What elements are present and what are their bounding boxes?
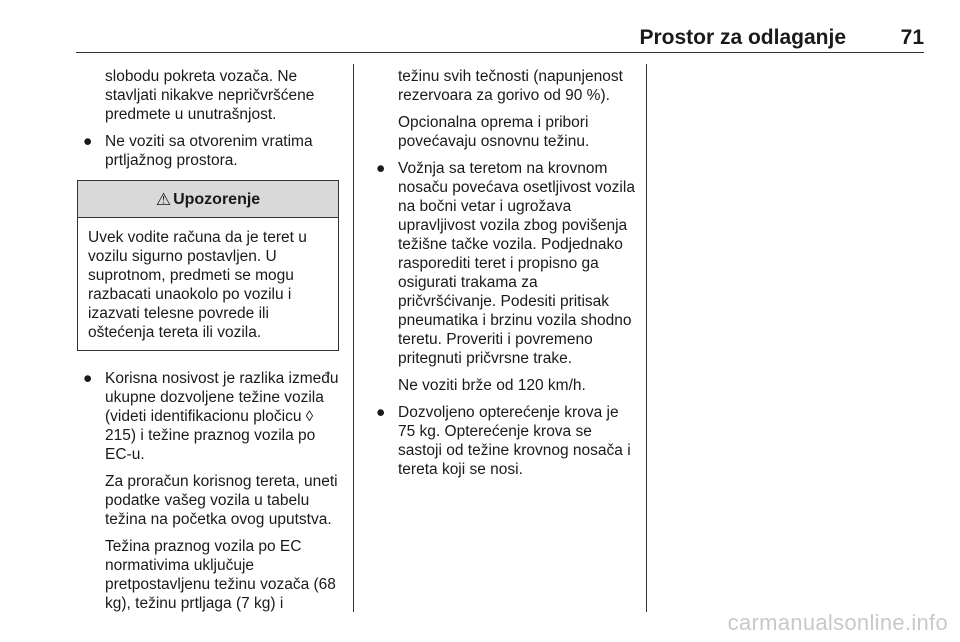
paragraph: Ne voziti brže od 120 km/h. bbox=[398, 377, 586, 394]
page-header bbox=[76, 26, 924, 52]
watermark: carmanualsonline.info bbox=[727, 610, 948, 635]
page-reference-icon: ◊ bbox=[305, 408, 314, 425]
page-reference-link[interactable]: 215 bbox=[105, 427, 131, 444]
page-title: Prostor za odlaganje bbox=[639, 26, 846, 49]
header-rule bbox=[76, 52, 924, 53]
bullet-icon: ● bbox=[83, 370, 93, 387]
warning-box bbox=[77, 180, 339, 351]
list-item-text: Vožnja sa teretom na krovnom nosaču povećava osetljivost vozila na bočni vetar i ugrožava upravljivost vozila zbog povišenja težišne tačke vozila. Podjednako rasporediti teret i propisno ga osigurati trakama za pričvršćivanje. Podesiti pritisak pneumatika i brzinu vozila shodno teretu. Proveriti i povremeno pritegnuti pričvrsne trake. bbox=[398, 160, 635, 367]
warning-triangle-icon: ⚠ bbox=[155, 189, 172, 209]
warning-header bbox=[78, 181, 338, 218]
list-item bbox=[77, 132, 339, 170]
list-item bbox=[370, 403, 638, 479]
left-column bbox=[77, 67, 339, 621]
continued-text: težinu svih tečnosti (napunjenost rezervoara za gorivo od 90 %). bbox=[398, 68, 623, 104]
list-item-text: Ne voziti sa otvorenim vratima prtljažnog prostora. bbox=[105, 133, 313, 169]
list-item bbox=[370, 159, 638, 368]
continued-text: slobodu pokreta vozača. Ne stavljati nikakve nepričvršćene predmete u unutrašnjost. bbox=[105, 68, 315, 123]
paragraph: Opcionalna oprema i pribori povećavaju osnovnu težinu. bbox=[398, 114, 590, 150]
column-divider-left bbox=[353, 64, 354, 612]
paragraph: Za proračun korisnog tereta, uneti podatke vašeg vozila u tabelu težina na početka ovog uputstva. bbox=[105, 473, 338, 528]
warning-text: Uvek vodite računa da je teret u vozilu sigurno postavljen. U suprotnom, predmeti se mogu razbacati unaokolo po vozilu i izazvati telesne povrede ili oštećenja tereta ili vozila. bbox=[88, 229, 307, 341]
list-item-text: Dozvoljeno opterećenje krova je 75 kg. Opterećenje krova se sastoji od težine krovnog nosača i tereta koji se nosi. bbox=[398, 404, 631, 478]
right-column bbox=[370, 67, 638, 487]
column-divider-right bbox=[646, 64, 647, 612]
paragraph: Težina praznog vozila po EC normativima uključuje pretpostavljenu težinu vozača (68 kg), težinu prtljaga (7 kg) i bbox=[105, 538, 336, 612]
bullet-icon: ● bbox=[83, 133, 93, 150]
bullet-icon: ● bbox=[376, 404, 386, 421]
list-item-text: Korisna nosivost je razlika između ukupne dozvoljene težine vozila (videti identifikacionu pločicu ◊ 215) i težine praznog vozila po EC-u. bbox=[105, 370, 339, 463]
list-item bbox=[77, 369, 339, 464]
warning-title: Upozorenje bbox=[173, 190, 261, 208]
page-number: 71 bbox=[900, 26, 924, 49]
bullet-icon: ● bbox=[376, 160, 386, 177]
